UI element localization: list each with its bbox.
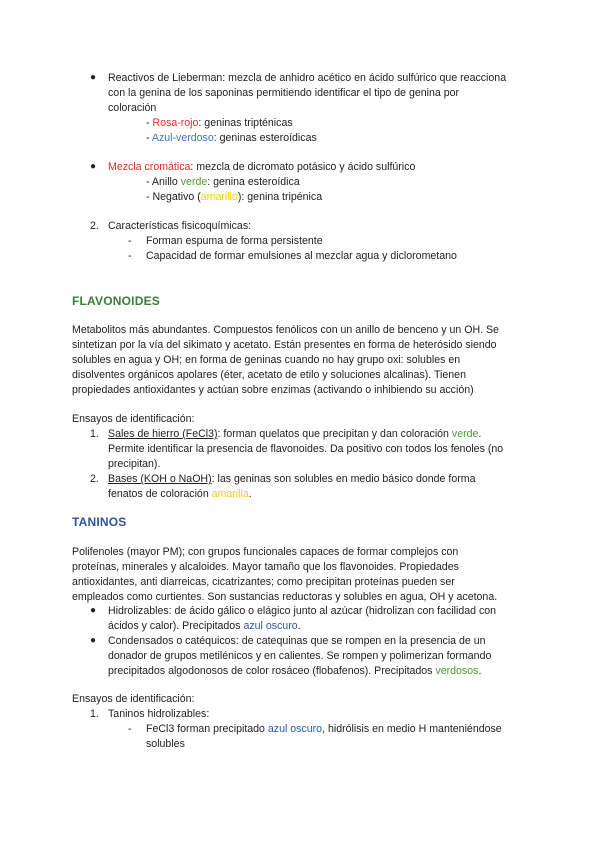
taninos-para-line: empleados como curtientes. Son sustancias reductoras y solubles en agua, OH y acetona. [72,591,498,603]
taninos-para-line: proteínas, minerales y alcaloides. Mayor tamaño que los flavonoides. Propiedades [72,561,459,573]
fisico-item-1: Forman espuma de forma persistente [146,235,323,247]
cromatica-title: Mezcla cromática [108,161,191,173]
flavonoides-item2-line-2: fenatos de coloración amarilla. [108,488,252,500]
verdosos-label: verdosos [435,665,479,677]
taninos-para-line: Polifenoles (mayor PM); con grupos funcionales capaces de formar complejos con [72,546,459,558]
bullet: ● [90,72,97,83]
hidrolizables-line-2: ácidos y calor). Precipitados azul oscuro. [108,620,301,632]
flavonoides-item1-line-3: precipitan). [108,458,161,470]
verde-label: verde [180,176,208,188]
flavonoides-heading: FLAVONOIDES [72,294,160,308]
taninos-item1-sub-line-2: solubles [146,738,185,750]
bullet: ● [90,635,97,646]
flavonoides-item1-line-2: Permite identificar la presencia de flavonoides. Da positivo con todos los fenoles (no [108,443,504,455]
flavonoides-para-line: propiedades antioxidantes y actúan sobre enzimas (activando o inhibiendo su acción) [72,384,474,396]
sales-hierro-label: Sales de hierro (FeCl3) [108,428,218,440]
taninos-item1-sub-line-1: FeCl3 forman precipitado azul oscuro, hidrólisis en medio H manteniéndose [146,723,502,735]
fisico-title: Características fisicoquímicas: [108,220,252,232]
list-number: 2. [90,220,99,232]
cromatica-sub-1: - Anillo verde: genina esteroídica [146,176,300,188]
hidrolizables-line-1: Hidrolizables: de ácido gálico o elágico junto al azúcar (hidrolizan con facilidad con [108,605,497,617]
condensados-line-1: Condensados o catéquicos: de catequinas que se rompen en la presencia de un [108,635,486,647]
list-number: 1. [90,708,99,720]
azul-oscuro-label: azul oscuro [267,723,323,735]
flavonoides-para-line: solubles en agua y OH; en forma de geninas cuando no hay grupo oxi: solubles en [72,354,461,366]
flavonoides-ensayos: Ensayos de identificación: [72,413,195,425]
taninos-ensayos: Ensayos de identificación: [72,693,195,705]
bases-label: Bases (KOH o NaOH) [108,473,212,485]
dash: - [128,723,132,735]
azul-oscuro-label: azul oscuro [243,620,298,632]
amarillo-label: amarillo [200,191,238,203]
list-number: 2. [90,473,99,485]
condensados-line-2: donador de grupos metilénicos y en calientes. Se rompen y polimerizan formando [108,650,492,662]
cromatica-sub-2: - Negativo (amarillo): genina tripénica [146,191,323,203]
dash: - [128,250,132,262]
flavonoides-para-line: Metabolitos más abundantes. Compuestos fenólicos con un anillo de benceno y un OH. Se [72,324,499,336]
lieberman-sub-1: - Rosa-rojo: geninas tripténicas [146,117,293,129]
cromatica-line: Mezcla cromática: mezcla de dicromato potásico y ácido sulfúrico [108,161,416,173]
taninos-para-line: antioxidantes, anti diarreicas, cicatrizantes; como precipitan proteínas pueden ser [72,576,455,588]
lieberman-line-2: con la genina de los saponinas permitiendo identificar el tipo de genina por [108,87,460,99]
rosa-rojo-label: Rosa-rojo [152,117,199,129]
taninos-item1-title: Taninos hidrolizables: [108,708,210,720]
dash: - [128,235,132,247]
verde-label: verde [451,428,479,440]
azul-verdoso-label: Azul-verdoso [151,132,214,144]
amarilla-label: amarilla [211,488,249,500]
taninos-heading: TANINOS [72,515,127,529]
flavonoides-item1-line-1: Sales de hierro (FeCl3): forman quelatos que precipitan y dan coloración verde. [108,428,482,440]
flavonoides-item2-line-1: Bases (KOH o NaOH): las geninas son solubles en medio básico donde forma [108,473,476,485]
flavonoides-para-line: sintetizan por la vía del sikimato y acetato. Están presentes en forma de heterósido siendo [72,339,497,351]
bullet: ● [90,161,97,172]
list-number: 1. [90,428,99,440]
fisico-item-2: Capacidad de formar emulsiones al mezclar agua y diclorometano [146,250,457,262]
bullet: ● [90,605,97,616]
condensados-line-3: precipitados algodonosos de color rosáceo (flobafenos). Precipitados verdosos. [108,665,482,677]
lieberman-line-1: Reactivos de Lieberman: mezcla de anhidro acético en ácido sulfúrico que reacciona [108,72,507,84]
lieberman-line-3: coloración [108,102,157,114]
lieberman-sub-2: - Azul-verdoso: geninas esteroídicas [146,132,317,144]
flavonoides-para-line: disolventes orgánicos apolares (éter, acetato de etilo y soluciones alcalinas). Tienen [72,369,466,381]
